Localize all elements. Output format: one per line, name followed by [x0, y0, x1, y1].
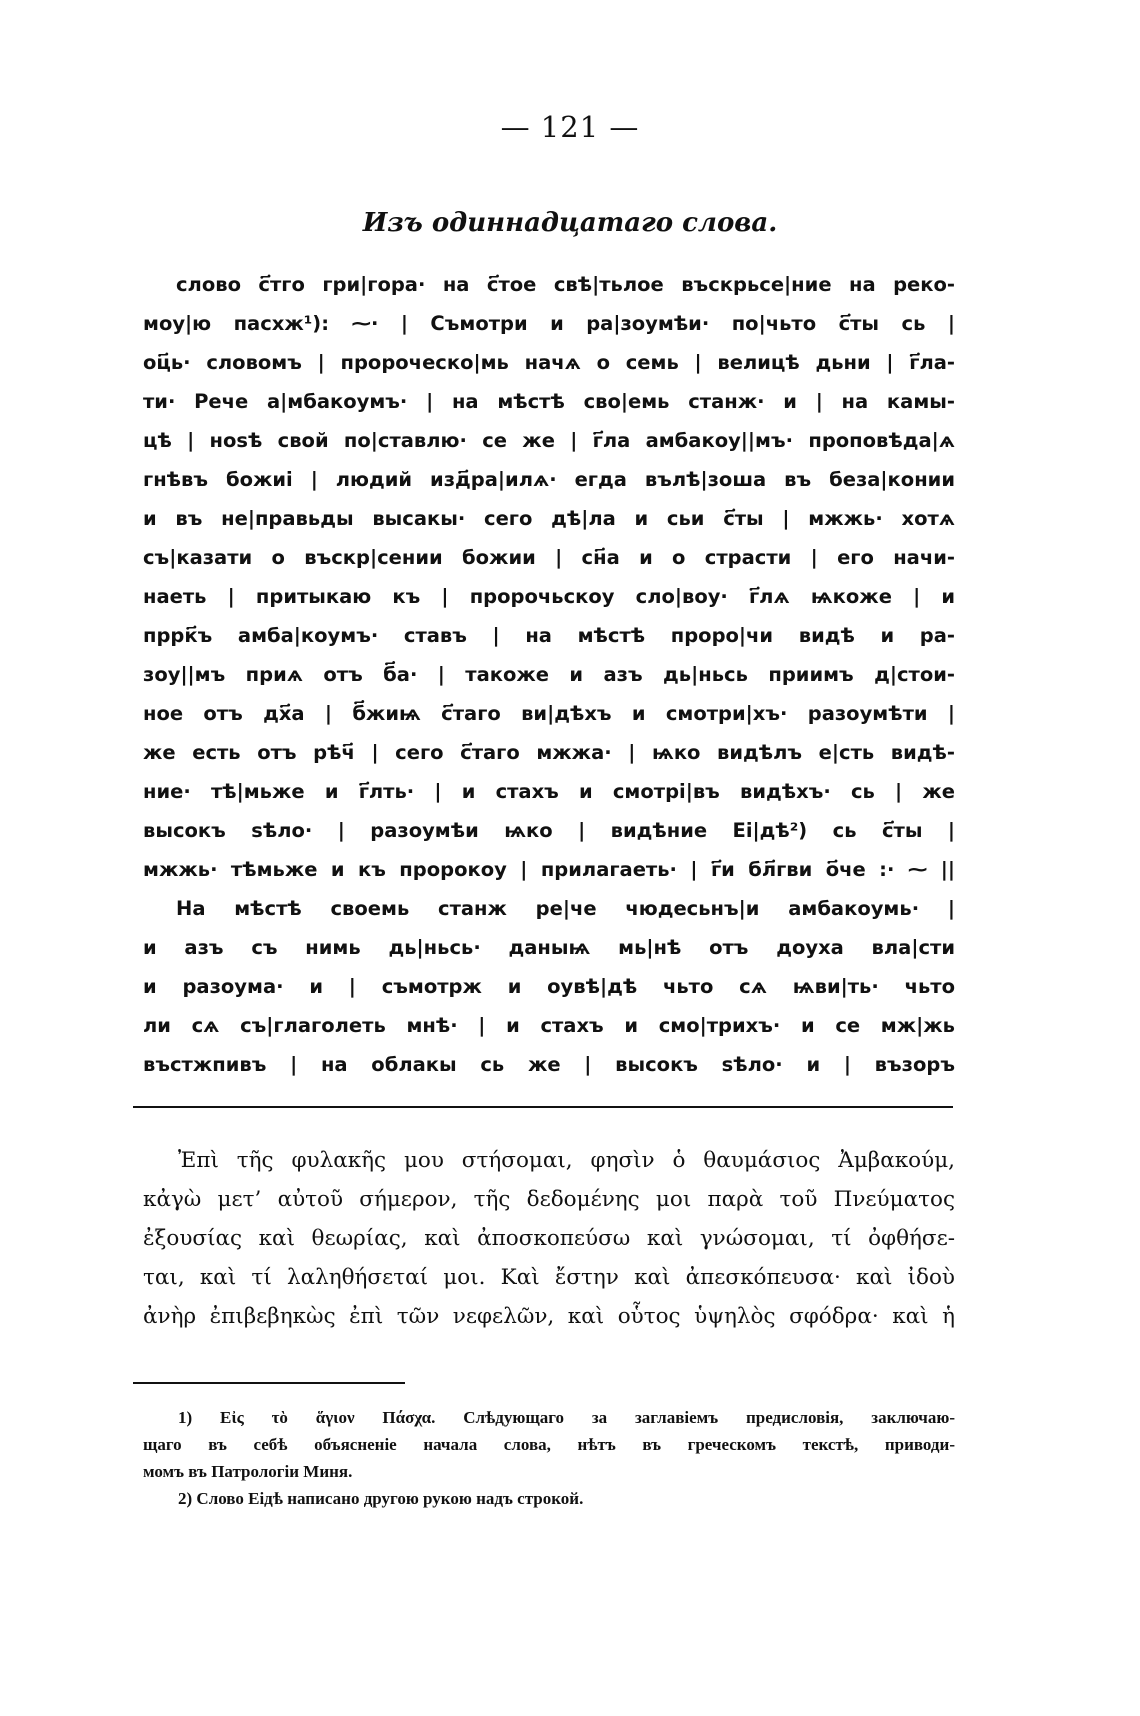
slavonic-line: моу|ю пасхж¹): ⁓· | Съмотри и ра|зоумѣи· по|чьто с҃ты сь |: [143, 312, 955, 335]
greek-line: ἐξουσίας καὶ θεωρίας, καὶ ἀποσκοπεύσω καὶ γνώσομαι, τί ὀφθήσε-: [143, 1226, 955, 1251]
slavonic-line: въстжпивъ | на облакы сь же | высокъ ѕѣло· и | възоръ: [143, 1053, 955, 1076]
section-heading: Изъ одиннадцатаго слова.: [362, 208, 778, 238]
footnote-separator-rule: [133, 1382, 405, 1384]
slavonic-line: слово с҃тго гри|гора· на с҃тое свѣ|тьлое въскрьсе|ние на реко-: [176, 273, 955, 296]
footnote-line: момъ въ Патрологіи Миня.: [143, 1462, 353, 1481]
footnotes: [143, 1404, 955, 1512]
slavonic-line: цѣ | ноѕѣ свой по|ставлю· се же | г҃ла амбакоу||мъ· проповѣда|ѧ: [143, 429, 955, 452]
greek-line: Ἐπὶ τῆς φυλακῆς μου στήσομαι, φησὶν ὁ θαυμάσιος Ἀμβακούμ,: [178, 1148, 955, 1173]
footnote-line: щаго въ себѣ объясненіе начала слова, нѣтъ въ греческомъ текстѣ, приводи-: [143, 1435, 955, 1454]
slavonic-line: ли сѧ съ|глаголеть мнѣ· | и стахъ и смо|трихъ· и се мж|жь: [143, 1014, 955, 1037]
slavonic-line: ти· Рече а|мбакоумъ· | на мѣстѣ сво|емь станж· и | на камы-: [143, 390, 955, 413]
slavonic-line: зоу||мъ приѧ отъ б҃а· | такоже и азъ дь|ньсь приимъ д|стои-: [143, 663, 955, 686]
greek-text: [143, 1141, 955, 1336]
footnote-line: 1) Εἰς τὸ ἅγιον Πάσχα. Слѣдующаго за заглавіемъ предисловія, заключаю-: [178, 1408, 955, 1427]
text-separator-rule: [133, 1106, 953, 1108]
slavonic-line: и разоума· и | съмотрж и оувѣ|дѣ чьто сѧ ѩви|ть· чьто: [143, 975, 955, 998]
slavonic-line: На мѣстѣ своемь станж ре|че чюдесьнъ|и амбакоумь· |: [176, 897, 955, 920]
slavonic-line: и въ не|правьды высакы· сего дѣ|ла и сьи с҃ты | мжжь· хотѧ: [143, 507, 955, 530]
slavonic-line: ние· тѣ|мьже и г҃лть· | и стахъ и смотрі|въ видѣхъ· сь | же: [143, 780, 955, 803]
slavonic-line: пррк҃ъ амба|коумъ· ставъ | на мѣстѣ проро|чи видѣ и ра-: [143, 624, 955, 647]
slavonic-line: мжжь· тѣмьже и къ пророкоу | прилагаеть· | г҃и бл҃гви о҃че :· ⁓ ||: [143, 858, 955, 881]
slavonic-line: и азъ съ нимь дь|ньсь· даныѩ мь|нѣ отъ доуха вла|сти: [143, 936, 955, 959]
greek-line: κἀγὼ μετ’ αὐτοῦ σήμερον, τῆς δεδομένης μοι παρὰ τοῦ Πνεύματος: [143, 1187, 955, 1212]
slavonic-line: наеть | притыкаю къ | пророчьскоу сло|воу· г҃лѧ ѩкоже | и: [143, 585, 955, 608]
slavonic-line: оц҃ь· словомъ | пророческо|мь начѧ о семь | велицѣ дьни | г҃ла-: [143, 351, 955, 374]
greek-line: ἀνὴρ ἐπιβεβηκὼς ἐπὶ τῶν νεφελῶν, καὶ οὗτος ὑψηλὸς σφόδρα· καὶ ἡ: [143, 1304, 955, 1329]
slavonic-line: гнѣвъ божиі | людий изд҃ра|илѧ· егда вълѣ|зоша въ беза|конии: [143, 468, 955, 491]
page-number: — 121 —: [500, 110, 640, 144]
slavonic-line: съ|казати о въскр|сении божии | сн҃а и о страсти | его начи-: [143, 546, 955, 569]
slavonic-line: же есть отъ рѣч҃ | сего с҃таго мжжа· | ѩко видѣлъ е|сть видѣ-: [143, 741, 955, 764]
slavonic-line: ное отъ дх҃а | б҃жиѩ с҃таго ви|дѣхъ и смотри|хъ· разоумѣти |: [143, 702, 955, 725]
footnote-line: 2) Слово Еідѣ написано другою рукою надъ строкой.: [178, 1489, 584, 1508]
greek-line: ται, καὶ τί λαληθήσεταί μοι. Καὶ ἔστην καὶ ἀπεσκόπευσα· καὶ ἰδοὺ: [143, 1265, 955, 1290]
slavonic-line: высокъ ѕѣло· | разоумѣи ѩко | видѣние Еі|дѣ²) сь с҃ты |: [143, 819, 955, 842]
church-slavonic-text: [143, 265, 955, 1084]
